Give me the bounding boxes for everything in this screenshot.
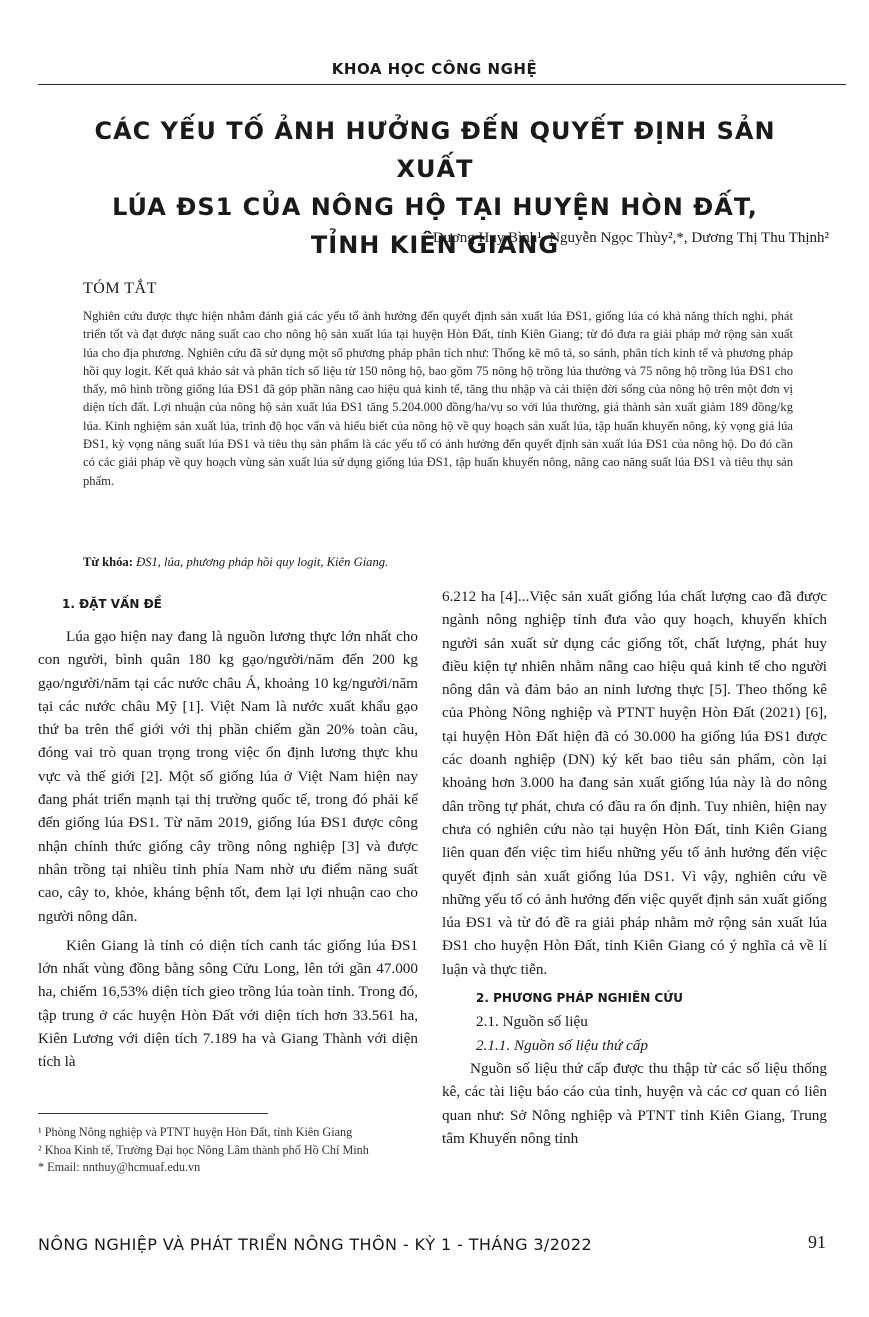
left-column [38,625,418,1074]
title-line: TỈNH KIÊN GIANG [310,231,560,259]
subsection-2-1: 2.1. Nguồn số liệu [476,1013,588,1031]
section1-heading: 1. ĐẶT VẤN ĐỀ [62,597,162,611]
paragraph: Nguồn số liệu thứ cấp được thu thập từ các số liệu thống kê, các tài liệu báo cáo của tỉnh, huyện và các cơ quan có liên quan như: Sở Nông nghiệp và PTNT tỉnh Kiên Giang, Trung tâm Khuyến nông tỉnh [442,1059,827,1147]
header-rule [38,84,846,85]
footnote-2: ² Khoa Kinh tế, Trường Đại học Nông Lâm thành phố Hồ Chí Minh [38,1142,369,1157]
section-label: KHOA HỌC CÔNG NGHỆ [331,60,538,78]
footnote-1: ¹ Phòng Nông nghiệp và PTNT huyện Hòn Đất, tỉnh Kiên Giang [38,1125,353,1139]
keywords [83,553,793,571]
abstract-text: Nghiên cứu được thực hiện nhằm đánh giá các yếu tố ảnh hưởng đến quyết định sản xuất lúa ĐS1, giống lúa có khả năng thích nghi, phát triển tốt và đạt được năng suất cao cho nông hộ sản xuất lúa tại huyện Hòn Đất, tỉnh Kiên Giang; từ đó đưa ra giải pháp mở rộng sản xuất lúa cho địa phương. Nghiên cứu đã sử dụng một số phương pháp phân tích như: Thống kê mô tả, so sánh, phân tích kinh tế và phương pháp hồi quy logit. Kết quả khảo sát và phân tích số liệu từ 150 nông hộ, bao gồm 75 nông hộ trồng lúa thường và 75 nông hộ trồng lúa ĐS1 cho thấy, mô hình trồng giống lúa ĐS1 đã góp phần nâng cao hiệu quả kinh tế, tăng thu nhập và cải thiện đời sống của nông hộ trên một đơn vị diện tích đất. Lợi nhuận của nông hộ sản xuất lúa ĐS1 tăng 5.204.000 đồng/ha/vụ so với lúa thường, giá thành sản xuất giảm 189 đồng/kg lúa. Kinh nghiệm sản xuất lúa, trình độ học vấn và hiểu biết của nông hộ về quy hoạch sản xuất lúa, tập huấn khuyến nông, kỳ vọng giá lúa ĐS1, kỳ vọng năng suất lúa ĐS1 và tiêu thụ sản phẩm là các yếu tố có ảnh hưởng đến quyết định sản xuất lúa ĐS1 của nông hộ. Do đó cần có các giải pháp về quy hoạch vùng sản xuất lúa sử dụng giống lúa ĐS1, tập huấn khuyến nông, nâng cao năng suất lúa ĐS1 và tiêu thụ sản phẩm. [83,309,793,488]
abstract-heading: TÓM TẮT [83,280,157,297]
keywords-value: ĐS1, lúa, phương pháp hồi quy logit, Kiên Giang. [136,555,389,569]
paragraph: Kiên Giang là tỉnh có diện tích canh tác giống lúa ĐS1 lớn nhất vùng đồng bằng sông Cửu Long, lên tới gần 47.000 ha, chiếm 16,53% diện tích gieo trồng lúa toàn tỉnh. Trong đó, tập trung ở các huyện Hòn Đất với diện tích hơn 33.561 ha, Kiên Lương với diện tích 7.189 ha và Giang Thành với diện tích là [38,936,418,1071]
right-column [442,585,827,1150]
page-number: 91 [808,1232,826,1252]
title-line: CÁC YẾU TỐ ẢNH HƯỞNG ĐẾN QUYẾT ĐỊNH SẢN XUẤT [94,117,776,183]
footnotes [38,1124,388,1177]
paragraph: Lúa gạo hiện nay đang là nguồn lương thực lớn nhất cho con người, bình quân 180 kg gạo/người/năm đến 200 kg gạo/người/năm tại các nước châu Á, khoảng 10 kg/người/năm tại các nước châu Mỹ [1]. Việt Nam là nước xuất khẩu gạo thứ ba trên thế giới với thị phần chiếm gần 20% toàn cầu, đóng vai trò quan trọng trong việc ổn định lương thực khu vực và thế giới [2]. Một số giống lúa ở Việt Nam hiện nay đang phát triển mạnh tại thị trường quốc tế, trong đó phải kể đến giống lúa ĐS1. Từ năm 2019, giống lúa ĐS1 được công nhận chính thức giống cây trồng nông nghiệp [3] và được nhân trồng tại nhiều tỉnh phía Nam nhờ ưu điểm năng suất cao, cây to, khỏe, kháng bệnh tốt, đem lại lợi nhuận cao cho người nông dân. [38,628,418,925]
subsection-2-1-1: 2.1.1. Nguồn số liệu thứ cấp [476,1036,648,1054]
section2-heading: 2. PHƯƠNG PHÁP NGHIÊN CỨU [476,991,683,1006]
footnote-email: * Email: nnthuy@hcmuaf.edu.vn [38,1160,201,1174]
paragraph: 6.212 ha [4]...Việc sản xuất giống lúa chất lượng cao đã được ngành nông nghiệp tỉnh đưa vào quy hoạch, khuyến khích người sản xuất sử dụng các giống tốt, chất lượng, phát huy điều kiện tự nhiên nhằm nâng cao hiệu quả kinh tế cho người nông dân và đảm bảo an ninh lương thực [5]. Theo thống kê của Phòng Nông nghiệp và PTNT huyện Hòn Đất (2021) [6], tại huyện Hòn Đất hiện đã có 30.000 ha giống lúa ĐS1 được các doanh nghiệp (DN) ký kết bao tiêu sản phẩm, còn lại khoảng hơn 3.000 ha đang sản xuất giống lúa này là do nông dân trồng tự phát, chưa có đầu ra ổn định. Tuy nhiên, hiện nay chưa có nghiên cứu nào tại huyện Hòn Đất, tỉnh Kiên Giang liên quan đến việc tìm hiểu những yếu tố ảnh hưởng đến việc quyết định sản xuất giống lúa DS1. Vì vậy, nghiên cứu về những yếu tố có ảnh hưởng đến việc quyết định sản xuất giống lúa ĐS1 và từ đó đề ra giải pháp nhằm mở rộng sản xuất lúa ĐS1 cho huyện Hòn Đất, tỉnh Kiên Giang có ý nghĩa cả về lí luận và thực tiễn. [442,588,827,978]
journal-footer: NÔNG NGHIỆP VÀ PHÁT TRIỂN NÔNG THÔN - KỲ 1 - THÁNG 3/2022 [38,1235,593,1254]
authors: Dương Huy Bình¹, Nguyễn Ngọc Thùy²,*, Dương Thị Thu Thịnh² [432,230,829,246]
footnote-rule [38,1113,268,1114]
title-line: LÚA ĐS1 CỦA NÔNG HỘ TẠI HUYỆN HÒN ĐẤT, [112,193,758,221]
keywords-label: Từ khóa: [83,555,133,569]
